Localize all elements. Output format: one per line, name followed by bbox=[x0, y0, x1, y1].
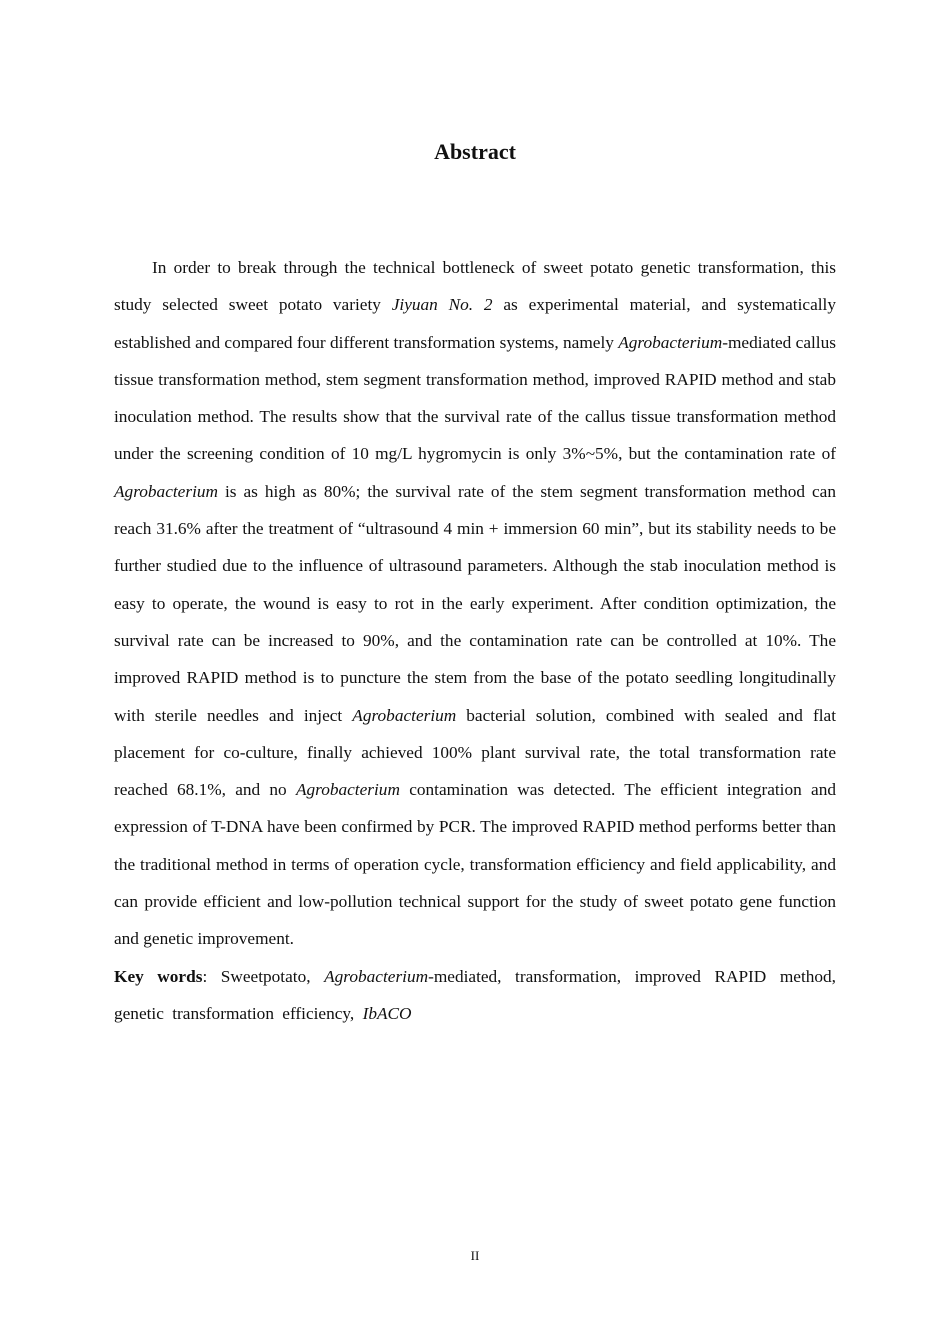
organism-name: Agrobacterium bbox=[352, 705, 457, 725]
keyword-text: Sweetpotato, bbox=[220, 966, 325, 986]
variety-name: Jiyuan No. 2 bbox=[391, 295, 493, 315]
abstract-text-segment: bacterial solution, combined with sealed and flat placement for co-culture, finally achieved 100% plant survival rate, the total transformation rate reached 68.1%, and no bbox=[114, 705, 836, 800]
keywords-paragraph bbox=[114, 958, 836, 1033]
abstract-text-segment: is as high as 80%; the survival rate of the stem segment transformation method can reach 31.6% after the treatment of “ultrasound 4 min + immersion 60 min”, but its stability needs to be further studied due to the influence of ultrasound parameters. Although the stab inoculation method is easy to operate, the wound is easy to rot in the early experiment. After condition optimization, the survival rate can be increased to 90%, and the contamination rate can be controlled at 10%. The improved RAPID method is to puncture the stem from the base of the potato seedling longitudinally with sterile needles and inject bbox=[114, 481, 836, 725]
abstract-text-segment: contamination was detected. The efficient integration and expression of T-DNA have been confirmed by PCR. The improved RAPID method performs better than the traditional method in terms of operation cycle, transformation efficiency and field applicability, and can provide efficient and low-pollution technical support for the study of sweet potato gene function and genetic improvement. bbox=[114, 780, 836, 949]
organism-name: Agrobacterium bbox=[114, 481, 218, 501]
keywords-label: Key words bbox=[114, 966, 203, 986]
keyword-text: -mediated, transformation, improved RAPID method, genetic transformation efficiency, bbox=[114, 966, 836, 1023]
keywords-separator: : bbox=[202, 966, 221, 986]
abstract-body bbox=[114, 249, 836, 1032]
organism-name: Agrobacterium bbox=[295, 780, 400, 800]
abstract-text-segment: as experimental material, and systematically established and compared four different transformation systems, namely bbox=[114, 295, 836, 352]
abstract-text-segment: In order to break through the technical bottleneck of sweet potato genetic transformation, this study selected sweet potato variety bbox=[114, 258, 836, 315]
keyword-organism: Agrobacterium bbox=[324, 966, 429, 986]
organism-name: Agrobacterium bbox=[618, 332, 723, 352]
abstract-title: Abstract bbox=[434, 139, 516, 164]
abstract-paragraph bbox=[114, 249, 836, 958]
page-number: II bbox=[470, 1248, 480, 1263]
keyword-gene: IbACO bbox=[362, 1003, 412, 1023]
abstract-text-segment: -mediated callus tissue transformation method, stem segment transformation method, improved RAPID method and stab inoculation method. The results show that the survival rate of the callus tissue transformation method under the screening condition of 10 mg/L hygromycin is only 3%~5%, but the contamination rate of bbox=[114, 332, 836, 464]
